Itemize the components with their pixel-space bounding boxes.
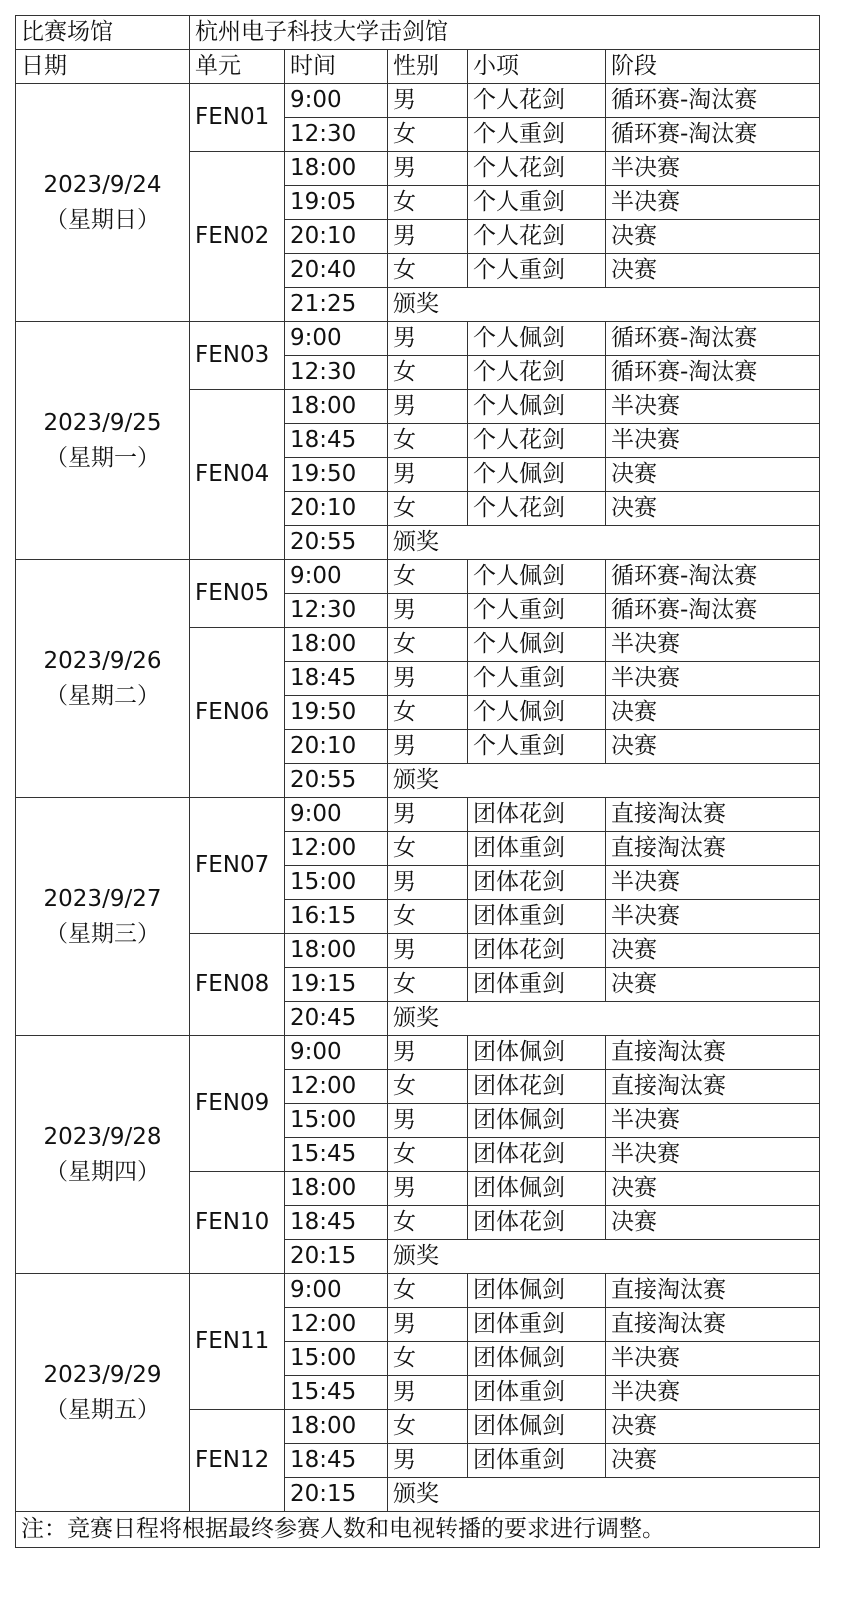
weekday-text: （星期五） (45, 1396, 160, 1423)
date-text: 2023/9/24 (43, 172, 162, 198)
event-cell: 团体重剑 (468, 968, 606, 1002)
time-cell: 19:50 (285, 458, 388, 492)
stage-cell: 半决赛 (606, 1104, 820, 1138)
time-cell: 16:15 (285, 900, 388, 934)
gender-cell: 男 (388, 220, 468, 254)
header-row (16, 50, 820, 84)
event-cell: 团体重剑 (468, 1308, 606, 1342)
date-cell (16, 560, 190, 798)
weekday-text: （星期一） (45, 444, 160, 471)
time-cell: 12:30 (285, 594, 388, 628)
award-time-cell: 20:55 (285, 764, 388, 798)
gender-cell: 女 (388, 118, 468, 152)
gender-cell: 女 (388, 628, 468, 662)
unit-cell: FEN06 (190, 628, 285, 798)
gender-cell: 女 (388, 560, 468, 594)
gender-cell: 男 (388, 1444, 468, 1478)
table-row (16, 798, 820, 832)
gender-cell: 男 (388, 1376, 468, 1410)
event-cell: 团体佩剑 (468, 1342, 606, 1376)
weekday-text: （星期三） (45, 920, 160, 947)
table-row (16, 560, 820, 594)
event-cell: 团体花剑 (468, 1138, 606, 1172)
header-event: 小项 (468, 50, 606, 84)
time-cell: 18:00 (285, 628, 388, 662)
award-time-cell: 20:15 (285, 1240, 388, 1274)
event-cell: 个人佩剑 (468, 390, 606, 424)
date-cell (16, 1274, 190, 1512)
gender-cell: 男 (388, 322, 468, 356)
date-text: 2023/9/26 (43, 648, 162, 674)
unit-cell: FEN04 (190, 390, 285, 560)
event-cell: 个人重剑 (468, 186, 606, 220)
weekday-text: （星期二） (45, 682, 160, 709)
event-cell: 个人花剑 (468, 84, 606, 118)
gender-cell: 女 (388, 356, 468, 390)
date-cell (16, 798, 190, 1036)
stage-cell: 直接淘汰赛 (606, 1274, 820, 1308)
stage-cell: 直接淘汰赛 (606, 1070, 820, 1104)
event-cell: 个人花剑 (468, 152, 606, 186)
stage-cell: 决赛 (606, 1206, 820, 1240)
date-cell (16, 322, 190, 560)
time-cell: 18:00 (285, 934, 388, 968)
time-cell: 18:45 (285, 1444, 388, 1478)
event-cell: 团体重剑 (468, 1444, 606, 1478)
gender-cell: 男 (388, 1308, 468, 1342)
event-cell: 个人花剑 (468, 356, 606, 390)
time-cell: 18:45 (285, 662, 388, 696)
time-cell: 18:00 (285, 1410, 388, 1444)
time-cell: 15:00 (285, 1342, 388, 1376)
time-cell: 18:00 (285, 390, 388, 424)
unit-cell: FEN12 (190, 1410, 285, 1512)
time-cell: 19:05 (285, 186, 388, 220)
gender-cell: 女 (388, 1274, 468, 1308)
stage-cell: 决赛 (606, 1410, 820, 1444)
weekday-text: （星期日） (45, 206, 160, 233)
stage-cell: 循环赛-淘汰赛 (606, 84, 820, 118)
stage-cell: 半决赛 (606, 1342, 820, 1376)
venue-label: 比赛场馆 (16, 16, 190, 50)
event-cell: 团体佩剑 (468, 1274, 606, 1308)
event-cell: 个人重剑 (468, 594, 606, 628)
weekday-text: （星期四） (45, 1158, 160, 1185)
time-cell: 18:45 (285, 1206, 388, 1240)
stage-cell: 循环赛-淘汰赛 (606, 560, 820, 594)
gender-cell: 男 (388, 662, 468, 696)
event-cell: 团体佩剑 (468, 1172, 606, 1206)
gender-cell: 女 (388, 1138, 468, 1172)
event-cell: 团体花剑 (468, 798, 606, 832)
stage-cell: 决赛 (606, 1444, 820, 1478)
event-cell: 个人重剑 (468, 254, 606, 288)
time-cell: 9:00 (285, 560, 388, 594)
award-label-cell: 颁奖 (388, 764, 820, 798)
gender-cell: 女 (388, 832, 468, 866)
gender-cell: 女 (388, 696, 468, 730)
stage-cell: 决赛 (606, 968, 820, 1002)
time-cell: 20:10 (285, 492, 388, 526)
time-cell: 12:00 (285, 1070, 388, 1104)
unit-cell: FEN02 (190, 152, 285, 322)
header-unit: 单元 (190, 50, 285, 84)
gender-cell: 女 (388, 1070, 468, 1104)
unit-cell: FEN05 (190, 560, 285, 628)
award-time-cell: 20:45 (285, 1002, 388, 1036)
time-cell: 19:15 (285, 968, 388, 1002)
stage-cell: 决赛 (606, 458, 820, 492)
stage-cell: 半决赛 (606, 1138, 820, 1172)
time-cell: 9:00 (285, 322, 388, 356)
time-cell: 15:45 (285, 1376, 388, 1410)
gender-cell: 女 (388, 492, 468, 526)
time-cell: 12:30 (285, 356, 388, 390)
schedule-body (16, 84, 820, 1512)
stage-cell: 半决赛 (606, 186, 820, 220)
table-row (16, 84, 820, 118)
time-cell: 9:00 (285, 1036, 388, 1070)
header-date: 日期 (16, 50, 190, 84)
unit-cell: FEN11 (190, 1274, 285, 1410)
venue-name: 杭州电子科技大学击剑馆 (190, 16, 820, 50)
unit-cell: FEN01 (190, 84, 285, 152)
stage-cell: 半决赛 (606, 390, 820, 424)
award-time-cell: 20:55 (285, 526, 388, 560)
award-time-cell: 21:25 (285, 288, 388, 322)
unit-cell: FEN08 (190, 934, 285, 1036)
gender-cell: 男 (388, 1104, 468, 1138)
time-cell: 15:00 (285, 866, 388, 900)
stage-cell: 直接淘汰赛 (606, 1036, 820, 1070)
event-cell: 个人佩剑 (468, 322, 606, 356)
gender-cell: 女 (388, 968, 468, 1002)
stage-cell: 循环赛-淘汰赛 (606, 594, 820, 628)
gender-cell: 女 (388, 1410, 468, 1444)
time-cell: 12:00 (285, 832, 388, 866)
header-gender: 性别 (388, 50, 468, 84)
gender-cell: 男 (388, 390, 468, 424)
stage-cell: 决赛 (606, 492, 820, 526)
event-cell: 个人佩剑 (468, 458, 606, 492)
time-cell: 9:00 (285, 798, 388, 832)
unit-cell: FEN07 (190, 798, 285, 934)
date-cell (16, 1036, 190, 1274)
schedule-note: 注：竞赛日程将根据最终参赛人数和电视转播的要求进行调整。 (16, 1512, 820, 1548)
gender-cell: 男 (388, 1036, 468, 1070)
header-stage: 阶段 (606, 50, 820, 84)
award-label-cell: 颁奖 (388, 1002, 820, 1036)
stage-cell: 半决赛 (606, 1376, 820, 1410)
event-cell: 团体花剑 (468, 934, 606, 968)
stage-cell: 半决赛 (606, 900, 820, 934)
stage-cell: 半决赛 (606, 424, 820, 458)
event-cell: 个人佩剑 (468, 628, 606, 662)
time-cell: 9:00 (285, 1274, 388, 1308)
stage-cell: 循环赛-淘汰赛 (606, 322, 820, 356)
event-cell: 个人花剑 (468, 424, 606, 458)
event-cell: 团体花剑 (468, 1206, 606, 1240)
gender-cell: 男 (388, 934, 468, 968)
time-cell: 12:00 (285, 1308, 388, 1342)
gender-cell: 男 (388, 1172, 468, 1206)
gender-cell: 女 (388, 424, 468, 458)
time-cell: 20:10 (285, 220, 388, 254)
gender-cell: 男 (388, 84, 468, 118)
gender-cell: 男 (388, 798, 468, 832)
award-label-cell: 颁奖 (388, 1240, 820, 1274)
date-text: 2023/9/28 (43, 1124, 162, 1150)
gender-cell: 女 (388, 186, 468, 220)
gender-cell: 男 (388, 152, 468, 186)
event-cell: 团体重剑 (468, 900, 606, 934)
date-text: 2023/9/27 (43, 886, 162, 912)
table-row (16, 1036, 820, 1070)
event-cell: 个人佩剑 (468, 560, 606, 594)
schedule-table (15, 15, 820, 1548)
header-time: 时间 (285, 50, 388, 84)
table-row (16, 322, 820, 356)
date-cell (16, 84, 190, 322)
unit-cell: FEN03 (190, 322, 285, 390)
stage-cell: 半决赛 (606, 152, 820, 186)
time-cell: 12:30 (285, 118, 388, 152)
event-cell: 团体佩剑 (468, 1036, 606, 1070)
time-cell: 18:00 (285, 152, 388, 186)
stage-cell: 决赛 (606, 730, 820, 764)
time-cell: 15:45 (285, 1138, 388, 1172)
event-cell: 个人重剑 (468, 730, 606, 764)
stage-cell: 半决赛 (606, 662, 820, 696)
time-cell: 18:45 (285, 424, 388, 458)
stage-cell: 直接淘汰赛 (606, 1308, 820, 1342)
event-cell: 团体花剑 (468, 1070, 606, 1104)
time-cell: 19:50 (285, 696, 388, 730)
event-cell: 个人花剑 (468, 220, 606, 254)
stage-cell: 决赛 (606, 696, 820, 730)
venue-row (16, 16, 820, 50)
unit-cell: FEN10 (190, 1172, 285, 1274)
event-cell: 个人重剑 (468, 662, 606, 696)
stage-cell: 决赛 (606, 1172, 820, 1206)
award-time-cell: 20:15 (285, 1478, 388, 1512)
gender-cell: 男 (388, 458, 468, 492)
gender-cell: 男 (388, 866, 468, 900)
gender-cell: 男 (388, 594, 468, 628)
gender-cell: 男 (388, 730, 468, 764)
stage-cell: 循环赛-淘汰赛 (606, 356, 820, 390)
event-cell: 团体佩剑 (468, 1104, 606, 1138)
event-cell: 团体重剑 (468, 832, 606, 866)
award-label-cell: 颁奖 (388, 1478, 820, 1512)
event-cell: 团体佩剑 (468, 1410, 606, 1444)
date-text: 2023/9/25 (43, 410, 162, 436)
time-cell: 20:40 (285, 254, 388, 288)
time-cell: 9:00 (285, 84, 388, 118)
stage-cell: 决赛 (606, 934, 820, 968)
event-cell: 团体花剑 (468, 866, 606, 900)
stage-cell: 决赛 (606, 220, 820, 254)
event-cell: 团体重剑 (468, 1376, 606, 1410)
stage-cell: 直接淘汰赛 (606, 798, 820, 832)
time-cell: 20:10 (285, 730, 388, 764)
gender-cell: 女 (388, 1206, 468, 1240)
table-row (16, 1274, 820, 1308)
stage-cell: 决赛 (606, 254, 820, 288)
gender-cell: 女 (388, 254, 468, 288)
date-text: 2023/9/29 (43, 1362, 162, 1388)
gender-cell: 女 (388, 1342, 468, 1376)
event-cell: 个人花剑 (468, 492, 606, 526)
stage-cell: 循环赛-淘汰赛 (606, 118, 820, 152)
stage-cell: 直接淘汰赛 (606, 832, 820, 866)
award-label-cell: 颁奖 (388, 288, 820, 322)
stage-cell: 半决赛 (606, 628, 820, 662)
note-row (16, 1512, 820, 1548)
event-cell: 个人佩剑 (468, 696, 606, 730)
award-label-cell: 颁奖 (388, 526, 820, 560)
time-cell: 18:00 (285, 1172, 388, 1206)
time-cell: 15:00 (285, 1104, 388, 1138)
gender-cell: 女 (388, 900, 468, 934)
unit-cell: FEN09 (190, 1036, 285, 1172)
stage-cell: 半决赛 (606, 866, 820, 900)
event-cell: 个人重剑 (468, 118, 606, 152)
